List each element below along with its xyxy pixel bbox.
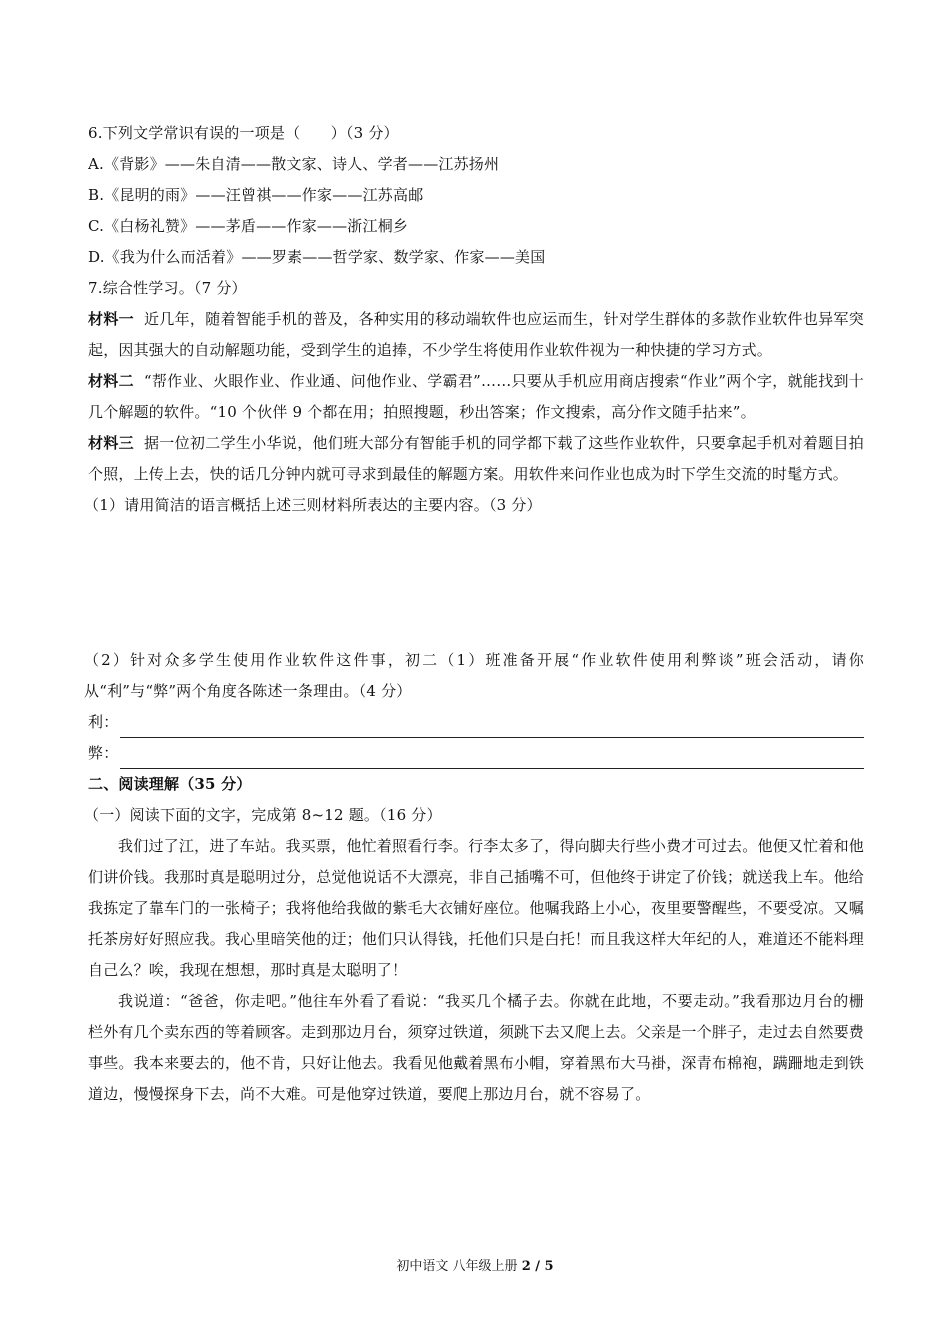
con-answer-line[interactable] [120,749,864,769]
material-1 [88,304,864,366]
page-number: 2 / 5 [521,1259,554,1274]
reading-paragraph-1: 我们过了江，进了车站。我买票，他忙着照看行李。行李太多了，得向脚夫行些小费才可过去。他便又忙着和他们讲价钱。我那时真是聪明过分，总觉他说话不大漂亮，非自己插嘴不可，但他终于讲定了价钱；就送我上车。他给我拣定了靠车门的一张椅子；我将他给我做的紫毛大衣铺好座位。他嘱我路上小心，夜里要警醒些，不要受凉。又嘱托茶房好好照应我。我心里暗笑他的迂；他们只认得钱，托他们只是白托！而且我这样大年纪的人，难道还不能料理自己么？唉，我现在想想，那时真是太聪明了！ [88,837,864,979]
con-answer-row [88,738,864,769]
question-6-option-d: D.《我为什么而活着》——罗素——哲学家、数学家、作家——美国 [88,248,546,266]
question-7-stem: 7.综合性学习。（7 分） [88,279,247,297]
material-1-text: 近几年，随着智能手机的普及，各种实用的移动端软件也应运而生，针对学生群体的多款作业软件也异军突起，因其强大的自动解题功能，受到学生的追捧，不少学生将使用作业软件视为一种快捷的学习方式。 [88,310,864,359]
material-3-label: 材料三 [88,434,134,452]
question-7-sub-2: （2）针对众多学生使用作业软件这件事，初二（1）班准备开展“作业软件使用利弊谈”班会活动，请你从“利”与“弊”两个角度各陈述一条理由。（4 分） [84,651,864,700]
section-2-title: 二、阅读理解（35 分） [88,775,252,793]
material-1-label: 材料一 [88,310,134,328]
con-label: 弊： [88,744,119,762]
question-6-option-a: A.《背影》——朱自清——散文家、诗人、学者——江苏扬州 [88,155,500,173]
answer-space-sub-1[interactable] [88,521,864,645]
material-2-label: 材料二 [88,372,134,390]
question-6-option-c: C.《白杨礼赞》——茅盾——作家——浙江桐乡 [88,217,409,235]
question-7-sub-1: （1）请用简洁的语言概括上述三则材料所表达的主要内容。（3 分） [84,496,542,514]
page-footer [0,1255,950,1274]
pro-label: 利： [88,713,119,731]
question-6-option-b: B.《昆明的雨》——汪曾祺——作家——江苏高邮 [88,186,424,204]
pro-answer-row [88,707,864,738]
reading-paragraph-2: 我说道：“爸爸，你走吧。”他往车外看了看说：“我买几个橘子去。你就在此地，不要走动。”我看那边月台的栅栏外有几个卖东西的等着顾客。走到那边月台，须穿过铁道，须跳下去又爬上去。父亲是一个胖子，走过去自然要费事些。我本来要去的，他不肯，只好让他去。我看见他戴着黑布小帽，穿着黑布大马褂，深青布棉袍，蹒跚地走到铁道边，慢慢探身下去，尚不大难。可是他穿过铁道，要爬上那边月台，就不容易了。 [88,992,864,1103]
material-2-text: “帮作业、火眼作业、作业通、问他作业、学霸君”……只要从手机应用商店搜索“作业”两个字，就能找到十几个解题的软件。“10 个伙伴 9 个都在用；拍照搜题，秒出答案；作文搜索，高分作文随手拈来”。 [88,372,864,421]
question-6-stem: 6.下列文学常识有误的一项是（ ）（3 分） [88,124,399,142]
section-2-part-1: （一）阅读下面的文字，完成第 8~12 题。（16 分） [84,806,442,824]
material-3-text: 据一位初二学生小华说，他们班大部分有智能手机的同学都下载了这些作业软件，只要拿起手机对着题目拍个照，上传上去，快的话几分钟内就可寻求到最佳的解题方案。用软件来问作业也成为时下学生交流的时髦方式。 [88,434,864,483]
material-3 [88,428,864,490]
pro-answer-line[interactable] [120,718,864,738]
material-2 [88,366,864,428]
page-content [84,118,864,1110]
footer-text: 初中语文 八年级上册 [396,1259,522,1274]
